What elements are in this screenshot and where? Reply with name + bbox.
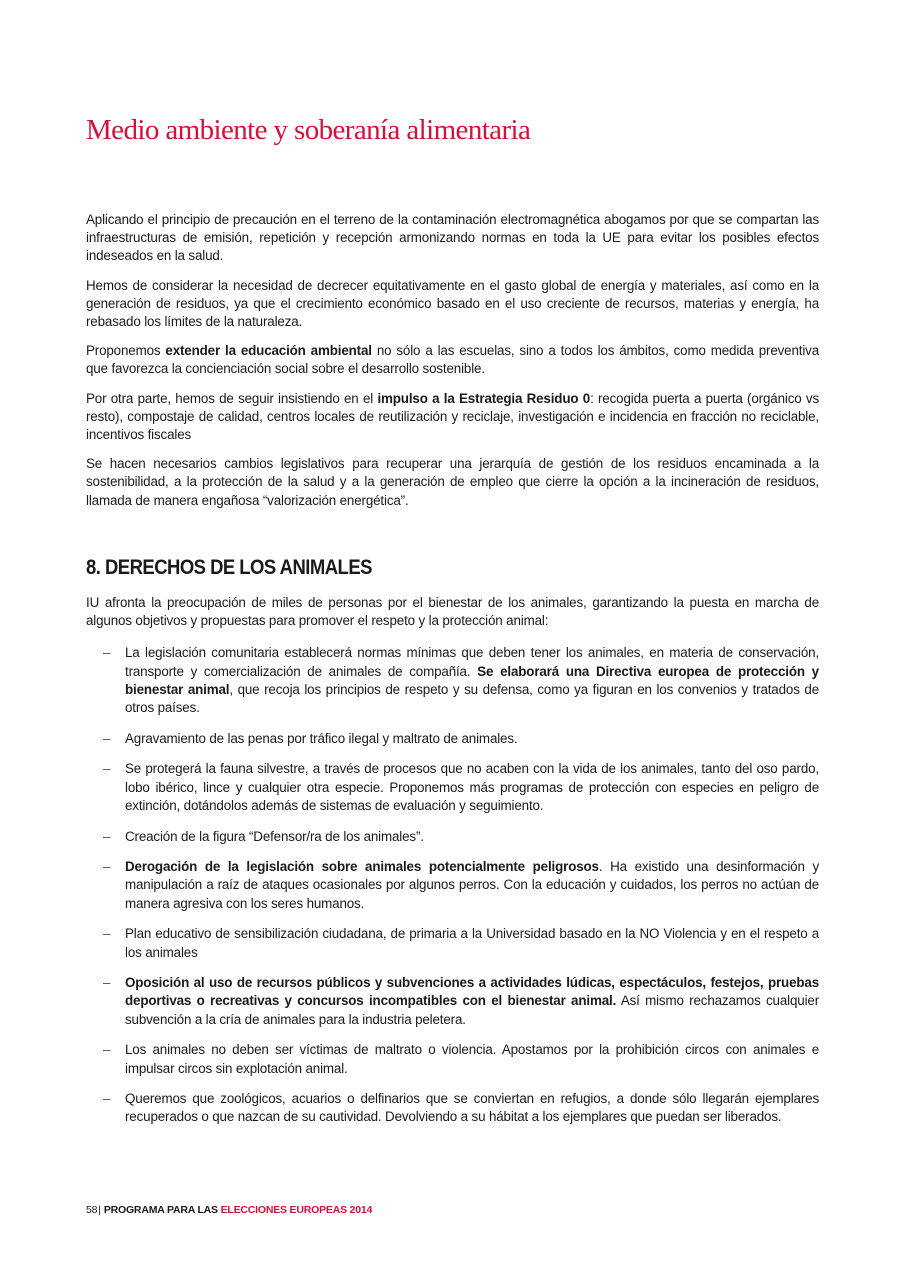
intro-paragraph xyxy=(86,342,819,378)
list-item-text xyxy=(125,974,819,1029)
item-text-part: Plan educativo de sensibilización ciudadana, de primaria a la Universidad basado en la NO Violencia y en el respeto a los animales xyxy=(125,926,819,960)
list-item xyxy=(86,760,819,815)
paragraph-text: Hemos de considerar la necesidad de decrecer equitativamente en el gasto global de energía y materiales, así como en la generación de residuos, ya que el crecimiento económico basado en el uso creciente de recursos, materias y energía, ha rebasado los límites de la naturaleza. xyxy=(86,277,819,330)
footer-program-label: PROGRAMA PARA LAS xyxy=(103,1204,218,1216)
item-text-part: , que recoja los principios de respeto y su defensa, como ya figuran en los convenios y tratados de otros países. xyxy=(125,681,819,716)
item-text-part: Los animales no deben ser víctimas de maltrato o violencia. Apostamos por la prohibición circos con animales e impulsar circos sin explotación animal. xyxy=(125,1042,819,1076)
list-item xyxy=(86,828,819,846)
item-text-part: Así mismo rechazamos cualquier subvención a la cría de animales para la industria peletera. xyxy=(125,993,820,1027)
item-text-part: Creación de la figura “Defensor/ra de los animales”. xyxy=(125,828,424,844)
paragraph-text: Por otra parte, hemos de seguir insistiendo en el xyxy=(86,390,378,406)
intro-section xyxy=(86,211,819,521)
item-bold-lead: Oposición al uso de recursos públicos y subvenciones a actividades lúdicas, espectáculos, festejos, pruebas deportivas o recreativas y concursos incompatibles con el bienestar animal. xyxy=(125,975,819,1009)
item-bold-part: Se elaborará una Directiva europea de protección y bienestar animal xyxy=(125,663,819,697)
dash-bullet: – xyxy=(103,1042,111,1058)
dash-bullet: – xyxy=(103,828,111,844)
list-item xyxy=(86,1041,819,1077)
item-text-part: La legislación comunitaria establecerá normas mínimas que deben tener los animales, en materia de conservación, transporte y comercialización de animales de compañía. xyxy=(125,645,819,679)
list-item xyxy=(86,1090,819,1126)
page-footer xyxy=(86,1204,372,1216)
list-item-text xyxy=(125,1041,819,1077)
dash-bullet: – xyxy=(103,730,111,746)
item-text-part: Se protegerá la fauna silvestre, a través de procesos que no acaben con la vida de los animales, tanto del oso pardo, lobo ibérico, lince y cualquier otra especie. Proponemos más programas de protección con especies en peligro de extinción, dotándolos además de sistemas de evaluación y seguimiento. xyxy=(125,761,819,813)
list-item-text xyxy=(125,760,819,815)
paragraph-text: Aplicando el principio de precaución en el terreno de la contaminación electromagnética abogamos por que se compartan las infraestructuras de emisión, repetición y recepción armonizando normas en toda la UE para evitar los posibles efectos indeseados en la salud. xyxy=(86,212,819,264)
list-item xyxy=(86,925,819,961)
paragraph-text: Se hacen necesarios cambios legislativos para recuperar una jerarquía de gestión de los residuos encaminada a la sostenibilidad, a la protección de la salud y a la generación de empleo que cierre la opción a la incineración de residuos, llamada de manera engañosa “valorización energética”. xyxy=(86,456,819,508)
list-item-text xyxy=(125,858,819,913)
intro-paragraph xyxy=(86,277,819,332)
paragraph-bold-text: extender la educación ambiental xyxy=(165,343,372,359)
item-text-part: . Ha existido una desinformación y manipulación a raíz de ataques ocasionales por algunos perros. Con la educación y cuidados, los perros no actúan de manera agresiva con los seres humanos. xyxy=(125,859,819,911)
animals-section xyxy=(86,594,819,1139)
item-bold-lead: Derogación de la legislación sobre animales potencialmente peligrosos xyxy=(125,859,599,875)
dash-bullet: – xyxy=(103,926,111,942)
paragraph-text: : recogida puerta a puerta (orgánico vs resto), compostaje de calidad, centros locales de reutilización y reciclaje, investigación e incidencia en fracción no reciclable, incentivos fiscales xyxy=(86,390,819,443)
list-item-text xyxy=(125,1090,819,1126)
list-item xyxy=(86,974,819,1029)
intro-paragraph xyxy=(86,211,819,266)
intro-paragraph xyxy=(86,390,819,445)
dash-bullet: – xyxy=(103,761,111,777)
list-item-text xyxy=(125,644,819,717)
list-item xyxy=(86,730,819,748)
item-text-part: Agravamiento de las penas por tráfico ilegal y maltrato de animales. xyxy=(125,730,518,746)
list-item-text xyxy=(125,925,819,961)
list-item xyxy=(86,644,819,717)
list-item-text xyxy=(125,828,819,846)
animals-intro: IU afronta la preocupación de miles de personas por el bienestar de los animales, garantizando la puesta en marcha de algunos objetivos y propuestas para promover el respeto y la protección animal: xyxy=(86,595,819,629)
paragraph-text: Proponemos xyxy=(86,343,166,359)
section-title: Medio ambiente y soberanía alimentaria xyxy=(86,114,531,146)
dash-bullet: – xyxy=(103,1091,111,1107)
dash-bullet: – xyxy=(103,859,111,875)
footer-elections-label: ELECCIONES EUROPEAS 2014 xyxy=(220,1204,373,1216)
bullet-list xyxy=(86,644,819,1126)
intro-paragraph xyxy=(86,455,819,510)
dash-bullet: – xyxy=(103,645,111,661)
list-item xyxy=(86,858,819,913)
page-number: 58 xyxy=(86,1204,98,1216)
paragraph-bold-text: impulso a la Estrategia Residuo 0 xyxy=(377,390,591,406)
list-item-text xyxy=(125,730,819,748)
dash-bullet: – xyxy=(103,975,111,991)
section-heading: 8. DERECHOS DE LOS ANIMALES xyxy=(86,556,372,579)
item-text-part: Queremos que zoológicos, acuarios o delfinarios que se conviertan en refugios, a donde sólo llegarán ejemplares recuperados o que nazcan de su cautividad. Devolviendo a su hábitat a los ejemplares que puedan ser liberados. xyxy=(125,1091,819,1125)
footer-separator: | xyxy=(98,1204,101,1216)
paragraph-text: no sólo a las escuelas, sino a todos los ámbitos, como medida preventiva que favorezca la concienciación social sobre el desarrollo sostenible. xyxy=(86,343,820,377)
